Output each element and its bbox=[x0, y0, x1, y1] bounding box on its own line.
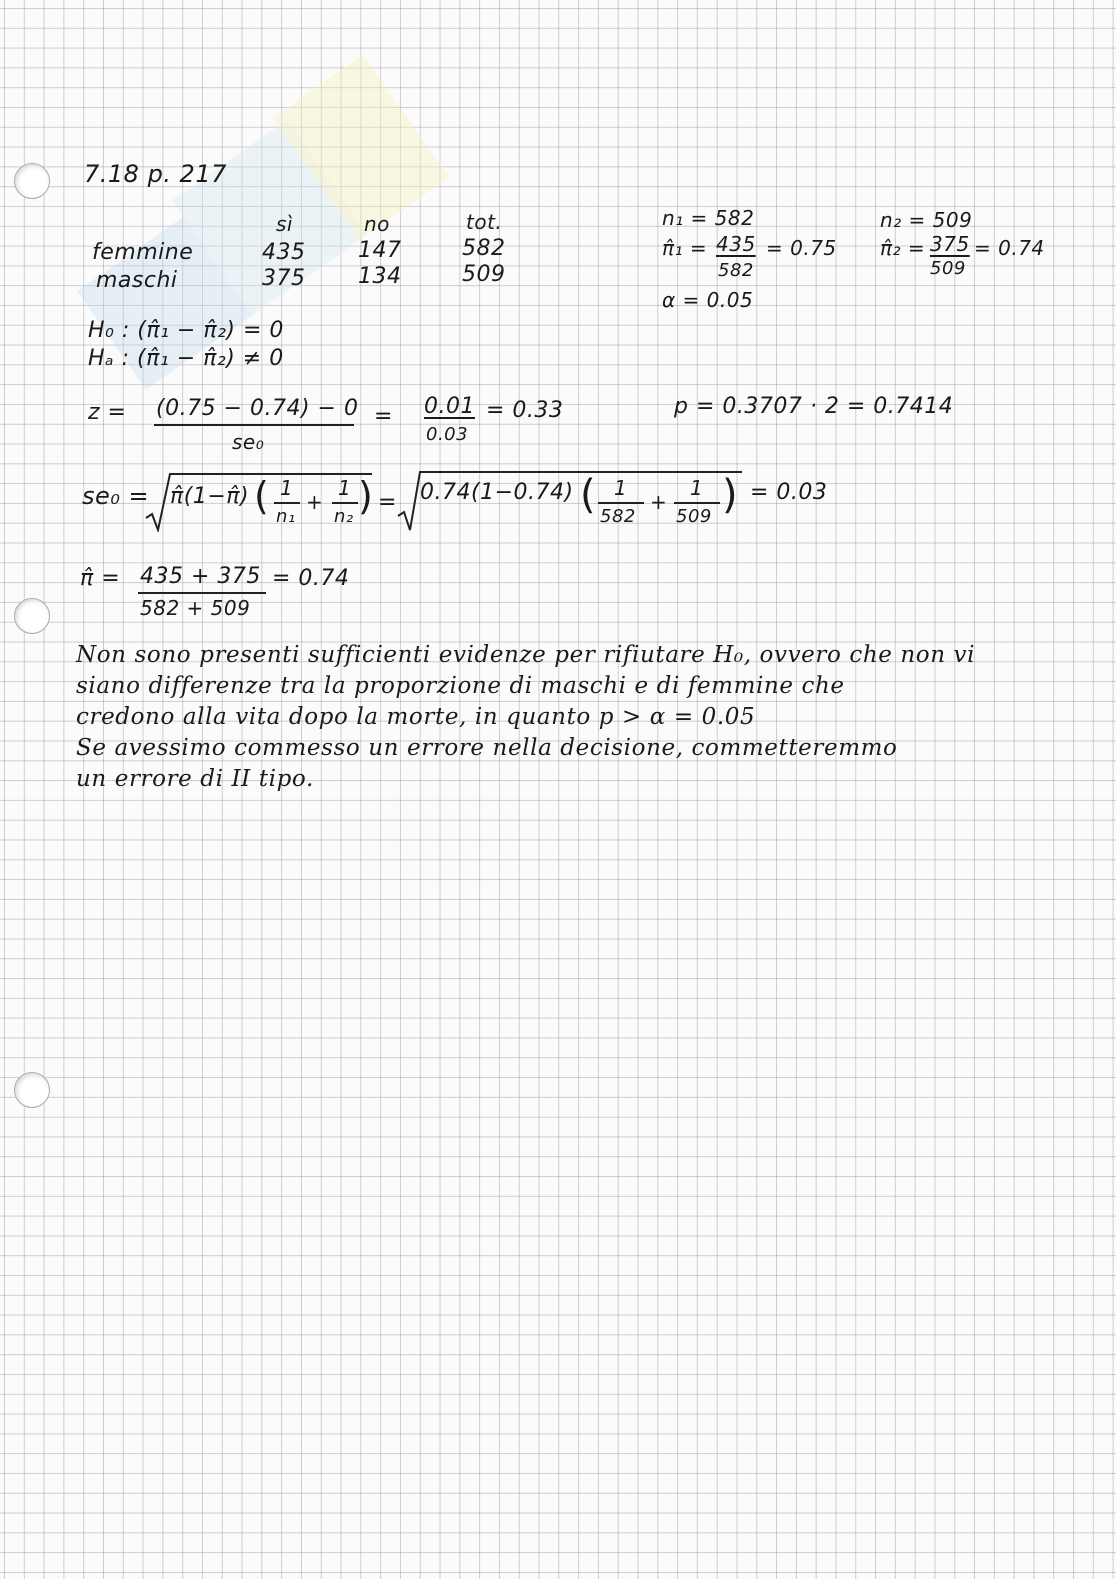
pooled-lhs: π̂ = bbox=[80, 566, 121, 591]
z-equals: = bbox=[374, 404, 393, 429]
table-header-si: sì bbox=[276, 212, 293, 236]
exercise-title: 7.18 p. 217 bbox=[84, 160, 227, 188]
pi1-denominator: 582 bbox=[718, 260, 754, 281]
pi1-numerator: 435 bbox=[716, 232, 756, 256]
punch-hole-bottom bbox=[14, 1072, 50, 1108]
table-cell: 147 bbox=[358, 238, 402, 263]
paren-close: ) bbox=[358, 474, 374, 518]
z-lhs: z = bbox=[88, 400, 127, 425]
se-frac2-num: 1 bbox=[338, 476, 352, 500]
z-fraction-bar bbox=[154, 424, 354, 426]
table-cell: 509 bbox=[462, 262, 506, 287]
se-frac1-num: 1 bbox=[280, 476, 294, 500]
paren-close: ) bbox=[722, 472, 739, 518]
pi1-result: = 0.75 bbox=[766, 236, 837, 260]
se-plus: + bbox=[306, 490, 324, 514]
z-denominator: se₀ bbox=[232, 430, 265, 454]
z-result: = 0.33 bbox=[486, 398, 564, 423]
p-value: p = 0.3707 · 2 = 0.7414 bbox=[674, 394, 954, 419]
conclusion-line: credono alla vita dopo la morte, in quanto p > α = 0.05 bbox=[76, 704, 756, 730]
table-cell: 435 bbox=[262, 240, 306, 265]
se-lhs: se₀ = bbox=[82, 482, 150, 510]
se-radicand: π̂(1−π̂) bbox=[170, 484, 250, 509]
table-header-tot: tot. bbox=[466, 210, 503, 234]
se-frac4-den: 509 bbox=[676, 506, 712, 527]
se-radicand-2: 0.74(1−0.74) bbox=[420, 480, 574, 505]
se-frac3-den: 582 bbox=[600, 506, 636, 527]
pooled-fraction-bar bbox=[138, 592, 266, 594]
pooled-numerator: 435 + 375 bbox=[140, 564, 261, 589]
alternative-hypothesis: Hₐ : (π̂₁ − π̂₂) ≠ 0 bbox=[88, 346, 284, 371]
table-cell: 134 bbox=[358, 264, 402, 289]
pi2-result: = 0.74 bbox=[974, 236, 1045, 260]
table-header-no: no bbox=[364, 212, 390, 236]
frac-bar bbox=[674, 502, 720, 504]
se-frac1-den: n₁ bbox=[276, 506, 296, 527]
table-row-label: maschi bbox=[96, 268, 178, 293]
conclusion-line: Se avessimo commesso un errore nella decisione, commetteremmo bbox=[76, 735, 898, 761]
n2-value: n₂ = 509 bbox=[880, 208, 973, 232]
se-frac4-num: 1 bbox=[690, 476, 704, 500]
pi1-lhs: π̂₁ = bbox=[662, 236, 708, 260]
table-row-label: femmine bbox=[92, 240, 194, 265]
se-equals: = bbox=[378, 490, 397, 515]
se-frac2-den: n₂ bbox=[334, 506, 354, 527]
z-denominator-2: 0.03 bbox=[426, 424, 469, 445]
alpha-value: α = 0.05 bbox=[662, 288, 754, 312]
frac-bar bbox=[274, 502, 300, 504]
n1-value: n₁ = 582 bbox=[662, 206, 755, 230]
pi2-numerator: 375 bbox=[930, 232, 970, 256]
paren-open: ( bbox=[580, 472, 597, 518]
conclusion-line: Non sono presenti sufficienti evidenze per rifiutare H₀, ovvero che non vi bbox=[76, 642, 976, 668]
conclusion-paragraph bbox=[76, 640, 1056, 795]
frac-bar bbox=[598, 502, 644, 504]
punch-hole-middle bbox=[14, 598, 50, 634]
z-numerator-2: 0.01 bbox=[424, 394, 475, 419]
pooled-denominator: 582 + 509 bbox=[140, 596, 251, 620]
null-hypothesis: H₀ : (π̂₁ − π̂₂) = 0 bbox=[88, 318, 284, 343]
z-numerator: (0.75 − 0.74) − 0 bbox=[156, 396, 359, 421]
table-cell: 375 bbox=[262, 266, 306, 291]
pooled-result: = 0.74 bbox=[272, 566, 350, 591]
se-result: = 0.03 bbox=[750, 480, 828, 505]
paren-open: ( bbox=[254, 474, 270, 518]
conclusion-line: siano differenze tra la proporzione di maschi e di femmine che bbox=[76, 673, 845, 699]
table-cell: 582 bbox=[462, 236, 506, 261]
frac-bar bbox=[332, 502, 358, 504]
pi2-denominator: 509 bbox=[930, 258, 966, 279]
se-plus-2: + bbox=[650, 490, 668, 514]
conclusion-line: un errore di II tipo. bbox=[76, 766, 314, 792]
se-frac3-num: 1 bbox=[614, 476, 628, 500]
pi2-lhs: π̂₂ = bbox=[880, 236, 926, 260]
